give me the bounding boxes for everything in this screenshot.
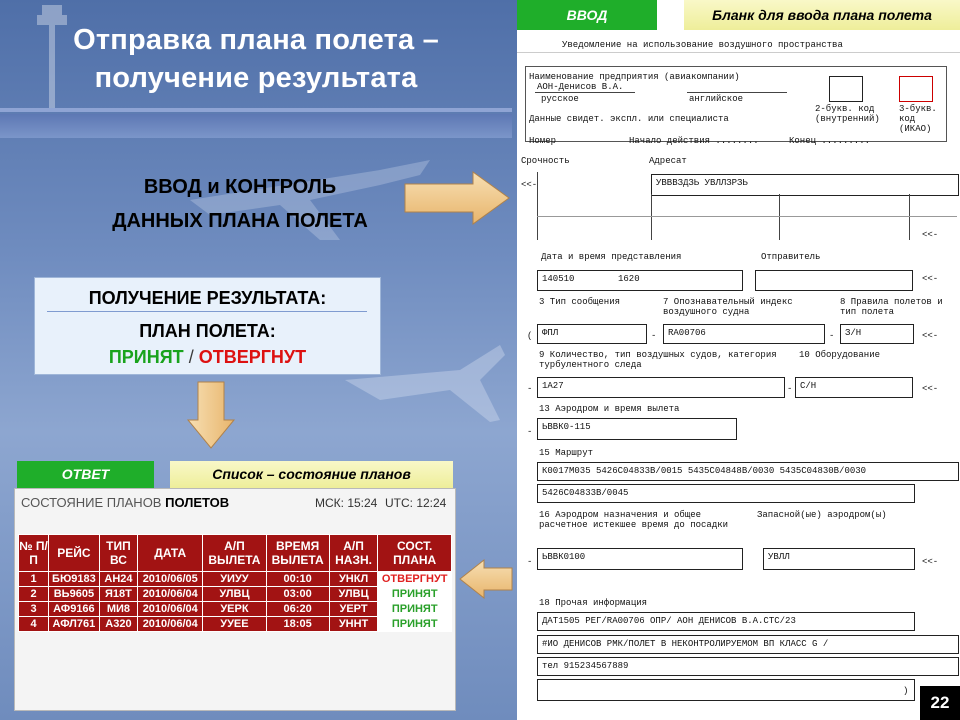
destination-field[interactable] <box>537 548 743 570</box>
rules-value: З/Н <box>845 328 862 338</box>
accepted-label: ПРИНЯТ <box>108 347 184 367</box>
addressee-value: УВВВЗДЗЬ УВЛЛЗРЗЬ <box>656 178 748 188</box>
cell: АН24 <box>99 572 137 587</box>
cell: УЕРТ <box>329 602 378 617</box>
input-control-text <box>70 170 410 238</box>
end-label: Конец ......... <box>789 136 871 146</box>
table-row[interactable] <box>19 602 452 617</box>
cell: 2010/06/05 <box>138 572 203 587</box>
cell: УЛВЦ <box>329 587 378 602</box>
info-field-4[interactable] <box>537 679 915 701</box>
col-plan-state: СОСТ. ПЛАНА <box>378 535 452 572</box>
cell: 3 <box>19 602 49 617</box>
cell: УЕРК <box>203 602 266 617</box>
date-field[interactable] <box>537 270 743 291</box>
route-field-2[interactable] <box>537 484 915 503</box>
code2-label: 2-букв. код (внутренний) <box>815 104 880 124</box>
info-value-3: тел 915234567889 <box>542 661 629 671</box>
col-flight: РЕЙС <box>49 535 100 572</box>
f9-label: 9 Количество, тип воздушных судов, категория турбулентного следа <box>539 350 777 370</box>
cell: ВЬ9605 <box>49 587 100 602</box>
cell: 2010/06/04 <box>138 587 203 602</box>
result-status-line <box>35 347 380 368</box>
cell: АФЛ761 <box>49 617 100 632</box>
org-value[interactable]: АОН-Денисов В.А. <box>537 82 624 92</box>
table-row[interactable] <box>19 572 452 587</box>
status-table <box>18 534 452 632</box>
rejected-label: ОТВЕРГНУТ <box>198 347 307 367</box>
destination-value: ЬВВК0100 <box>542 552 586 562</box>
msk-time: МСК: 15:24 <box>315 496 378 510</box>
rus-label: русское <box>541 94 579 104</box>
route-value-2: 5426С04833В/0045 <box>542 488 629 498</box>
f10-label: 10 Оборудование <box>799 350 881 360</box>
cell: АФ9166 <box>49 602 100 617</box>
result-title: ПОЛУЧЕНИЕ РЕЗУЛЬТАТА: <box>88 288 327 308</box>
col-type: ТИП ВС <box>99 535 137 572</box>
slide-title <box>0 0 512 112</box>
status-badge: ПРИНЯТ <box>378 587 452 602</box>
number-label: Номер <box>529 136 557 146</box>
cell: 4 <box>19 617 49 632</box>
utc-time: UTC: 12:24 <box>385 496 447 510</box>
urgency-label: Срочность <box>521 156 570 166</box>
tab-form[interactable]: Бланк для ввода плана полета <box>684 0 960 30</box>
info-field-3[interactable] <box>537 657 959 676</box>
status-badge: ПРИНЯТ <box>378 602 452 617</box>
page-number: 22 <box>920 686 960 720</box>
status-panel <box>14 488 456 711</box>
cell: УУЕЕ <box>203 617 266 632</box>
sender-label: Отправитель <box>761 252 821 262</box>
aircraft-id-value: RA00706 <box>668 328 706 338</box>
f15-label: 15 Маршрут <box>539 448 594 458</box>
departure-value: ЬВВК0-115 <box>542 422 591 432</box>
cell: 2010/06/04 <box>138 617 203 632</box>
col-date: ДАТА <box>138 535 203 572</box>
f7-label: 7 Опознавательный индекс воздушного судна <box>663 297 793 317</box>
date-value: 140510 <box>542 274 575 284</box>
info-value-2: #ИО ДЕНИСОВ РМК/ПОЛЕТ В НЕКОНТРОЛИРУЕМОМ ВП КЛАСС G / <box>542 639 829 649</box>
departure-field[interactable] <box>537 418 737 440</box>
result-box <box>34 277 381 375</box>
tab-status-list[interactable]: Список – состояние планов <box>170 461 453 488</box>
cell: 03:00 <box>266 587 329 602</box>
aircraft-id-field[interactable] <box>663 324 825 344</box>
result-plan-label: ПЛАН ПОЛЕТА: <box>139 321 276 341</box>
start-label: Начало действия ........ <box>629 136 759 146</box>
cell: МИ8 <box>99 602 137 617</box>
equipment-value: С/Н <box>800 381 817 391</box>
msg-type-value: ФПЛ <box>542 328 559 338</box>
cell: 1 <box>19 572 49 587</box>
aircraft-type-field[interactable] <box>537 377 785 398</box>
cell: 00:10 <box>266 572 329 587</box>
cell: БЮ9183 <box>49 572 100 587</box>
info-value-1: ДАТ1505 РЕГ/RA00706 ОПР/ АОН ДЕНИСОВ В.А.СТС/23 <box>542 616 796 626</box>
addressee-label: Адресат <box>649 156 687 166</box>
form-header: Уведомление на использование воздушного пространства <box>562 40 843 50</box>
f16-label: 16 Аэродром назначения и общее расчетное истекшее время до посадки <box>539 510 729 530</box>
alternate-value: УВЛЛ <box>768 552 790 562</box>
alternate-field[interactable] <box>763 548 915 570</box>
f13-label: 13 Аэродром и время вылета <box>539 404 680 414</box>
info-field-2[interactable] <box>537 635 959 654</box>
info-field-1[interactable] <box>537 612 915 631</box>
equipment-field[interactable] <box>795 377 913 398</box>
aircraft-type-value: 1А27 <box>542 381 564 391</box>
col-dest-airport: А/П НАЗН. <box>329 535 378 572</box>
input-line2: ДАННЫХ ПЛАНА ПОЛЕТА <box>112 210 368 232</box>
cell: УИУУ <box>203 572 266 587</box>
arrow-right-icon <box>403 170 513 226</box>
status-heading-prefix: СОСТОЯНИЕ ПЛАНОВ <box>21 495 162 510</box>
cell: 06:20 <box>266 602 329 617</box>
status-badge: ПРИНЯТ <box>378 617 452 632</box>
col-dep-time: ВРЕМЯ ВЫЛЕТА <box>266 535 329 572</box>
col-dep-airport: А/П ВЫЛЕТА <box>203 535 266 572</box>
cell: 18:05 <box>266 617 329 632</box>
status-heading <box>21 495 229 510</box>
status-heading-bold: ПОЛЕТОВ <box>165 495 230 510</box>
cell: А320 <box>99 617 137 632</box>
title-divider <box>0 108 512 112</box>
f3-label: 3 Тип сообщения <box>539 297 621 307</box>
flight-plan-form: Уведомление на использование воздушного пространства Наименование предприятия (авиакомпании) АОН-Денисов В.А. русское английское 2-букв. код (внутренний) 3-букв. код (ИКАО) Данные свидет. экспл. или специалиста Номер Начало действия ........ Конец ......... Срочность Адресат <<- УВВВЗДЗЬ УВЛЛЗРЗЬ <<- Дата и время представления Отправитель 140510 1620 <<- 3 Тип сообщения 7 Опознавательный индекс воздушного судна 8 Правила полетов и тип полета ( ФПЛ - RA00706 - З/Н <<- 9 Количество, тип воздушных судов, категория турбулентного следа 10 Оборудование - 1А27 - С/Н <<- 13 Аэродром и время вылета - ЬВВК0-115 15 Маршрут К0017М035 5426С04833В/0015 5435С04848В/0030 5435С04830В/0030 5426С04833В/0045 16 Аэродром назначения и общее расчетное истекшее время до посадки Запасной(ые) аэродром(ы) - ЬВВК0100 УВЛЛ <<- 18 Прочая информация ДАТ1505 РЕГ/RA00706 ОПР/ АОН ДЕНИСОВ В.А.СТС/23 #ИО ДЕНИСОВ РМК/ПОЛЕТ В НЕКОНТРОЛИРУЕМОМ ВП КЛАСС G / тел 915234567889 ) <box>517 34 960 720</box>
cell: УННТ <box>329 617 378 632</box>
title-line1: Отправка плана полета – <box>73 24 439 56</box>
table-row[interactable] <box>19 617 452 632</box>
f18-label: 18 Прочая информация <box>539 598 648 608</box>
cell: 2010/06/04 <box>138 602 203 617</box>
f16b-label: Запасной(ые) аэродром(ы) <box>757 510 887 520</box>
f8-label: 8 Правила полетов и тип полета <box>840 297 943 317</box>
cell: Я18Т <box>99 587 137 602</box>
time-value: 1620 <box>618 274 640 284</box>
title-line2: получение результата <box>94 62 418 94</box>
addressee-field[interactable] <box>651 174 959 196</box>
tab-answer[interactable]: ОТВЕТ <box>17 461 154 488</box>
code3-label: 3-букв. код (ИКАО) <box>899 104 937 134</box>
code3-field[interactable] <box>899 76 933 102</box>
input-line1: ВВОД и КОНТРОЛЬ <box>143 176 337 198</box>
date-label: Дата и время представления <box>541 252 682 262</box>
org-label: Наименование предприятия (авиакомпании) <box>529 72 740 82</box>
arrow-left-icon <box>458 558 514 600</box>
arrow-down-icon <box>186 380 236 450</box>
rules-field[interactable] <box>840 324 914 344</box>
status-badge: ОТВЕРГНУТ <box>378 572 452 587</box>
cert-label: Данные свидет. экспл. или специалиста <box>529 114 729 124</box>
tab-input[interactable]: ВВОД <box>517 0 657 30</box>
table-row[interactable] <box>19 587 452 602</box>
msg-type-field[interactable] <box>537 324 647 344</box>
route-value-1: К0017М035 5426С04833В/0015 5435С04848В/0030 5435С04830В/0030 <box>542 466 867 476</box>
code2-field[interactable] <box>829 76 863 102</box>
eng-label: английское <box>689 94 744 104</box>
sender-field[interactable] <box>755 270 913 291</box>
cell: УНКЛ <box>329 572 378 587</box>
cell: 2 <box>19 587 49 602</box>
slash-separator: / <box>188 347 194 367</box>
route-field-1[interactable] <box>537 462 959 481</box>
result-divider <box>47 311 367 312</box>
col-num: № П/П <box>19 535 49 572</box>
cell: УЛВЦ <box>203 587 266 602</box>
